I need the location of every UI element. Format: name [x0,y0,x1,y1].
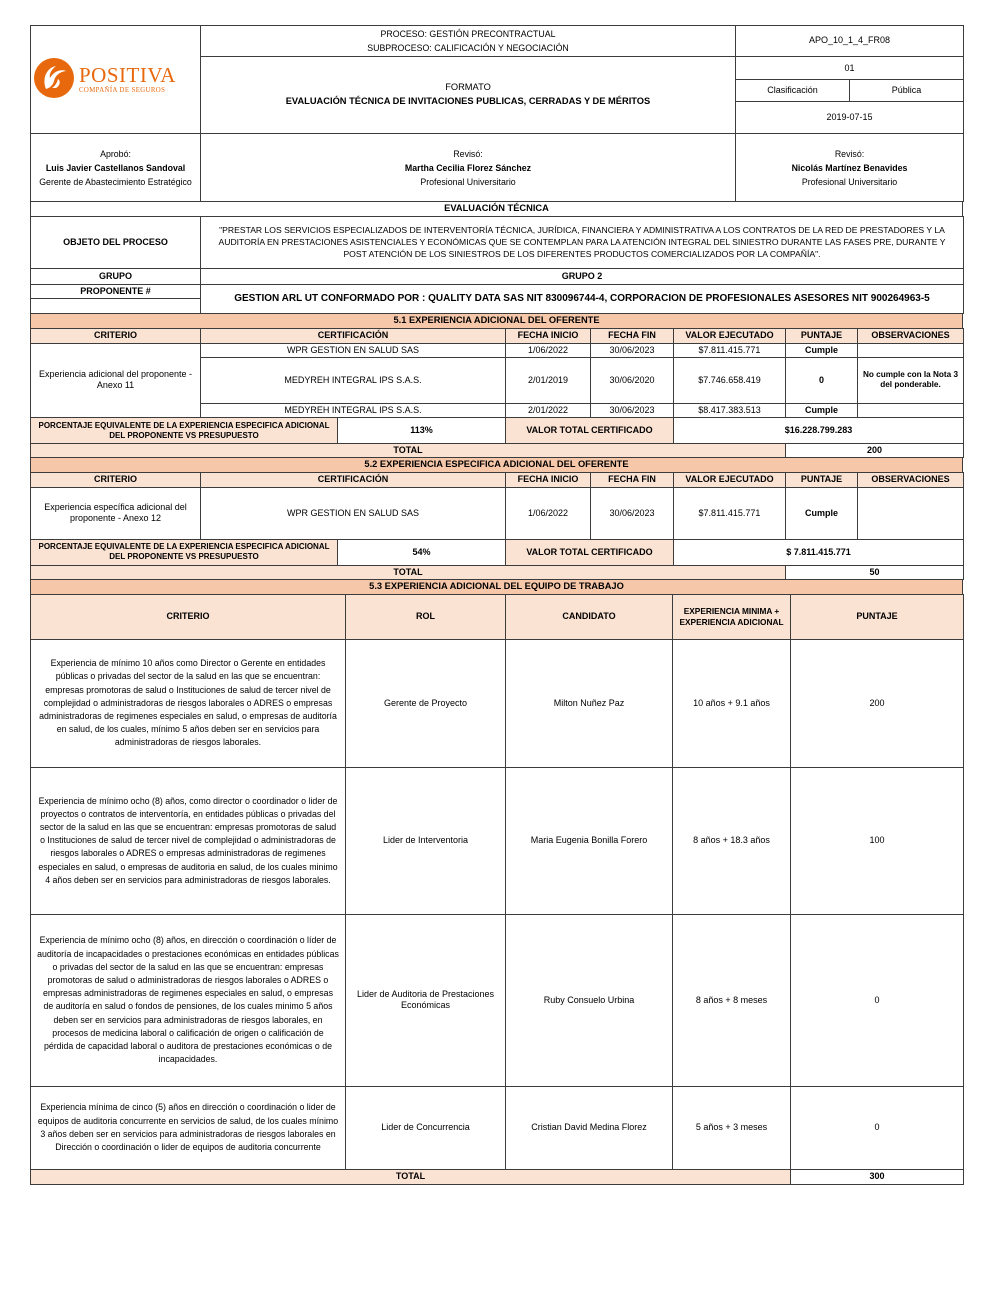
certification-cell: WPR GESTION EN SALUD SAS [201,487,506,539]
col-header-fecha-fin: FECHA FIN [591,472,674,487]
proponente-empty-cell [31,298,201,313]
certified-value-cell: $16.228.799.283 [674,418,964,444]
objeto-label-cell: OBJETO DEL PROCESO [31,216,201,268]
approval-title: Gerente de Abastecimiento Estratégico [39,176,192,187]
version-cell: 01 [736,57,964,80]
approval-block-reviso-2 [736,134,964,202]
approval-role: Aprobó: [100,148,131,159]
logo-tagline-text: COMPAÑÍA DE SEGUROS [79,86,166,94]
approval-role: Revisó: [834,148,865,159]
approval-block-reviso-1 [201,134,736,202]
experience-cell: 8 años + 18.3 años [673,767,791,914]
total-value-cell: 300 [791,1169,964,1184]
section-5-1-percent-row [30,417,964,444]
section-5-3-title: 5.3 EXPERIENCIA ADICIONAL DEL EQUIPO DE TRABAJO [31,580,963,595]
observations-cell [858,343,964,357]
end-date-cell: 30/06/2023 [591,343,674,357]
section-5-3-band [30,579,963,595]
criterion-cell: Experiencia de mínimo ocho (8) años, como director o coordinador o lider de proyectos o contratos de interventoría, en entidades públicas o privadas del sector de la salud en las que se encuentran: empresas promotoras de salud o Instituciones de salud de tercer nivel de complejidad o administradoras de riesgos laborales o ADRES o empresas administradoras de regimenes especiales en salud, o empresas de auditoria en salud, de los cuales minimo 4 años deben ser en servicios para administradoras de riesgos laborales. [31,767,346,914]
role-cell: Lider de Concurrencia [346,1086,506,1169]
criterion-cell: Experiencia específica adicional del proponente - Anexo 12 [31,487,201,539]
certified-value-cell: $ 7.811.415.771 [674,539,964,565]
role-cell: Gerente de Proyecto [346,639,506,767]
approval-role: Revisó: [453,148,483,159]
candidate-cell: Milton Nuñez Paz [506,639,673,767]
table-row [31,343,964,357]
certified-label-cell: VALOR TOTAL CERTIFICADO [506,539,674,565]
approvals-table [30,133,964,202]
evaluation-title: EVALUACIÓN TÉCNICA [31,202,963,217]
format-label: FORMATO [445,82,491,93]
section-5-2-title: 5.2 EXPERIENCIA ESPECIFICA ADICIONAL DEL OFERENTE [31,458,963,473]
table-row [31,914,964,1086]
table-row [31,487,964,539]
total-value-cell: 200 [786,444,964,458]
score-cell: 100 [791,767,964,914]
certified-label-cell: VALOR TOTAL CERTIFICADO [506,418,674,444]
approval-name: Nicolás Martínez Benavides [791,162,908,173]
percent-value-cell: 113% [338,418,506,444]
col-header-rol: ROL [346,594,506,639]
col-header-puntaje: PUNTAJE [791,594,964,639]
positiva-logo-icon [33,57,75,102]
col-header-fecha-inicio: FECHA INICIO [506,472,591,487]
col-header-valor-ejecutado: VALOR EJECUTADO [674,472,786,487]
section-5-1-table [30,328,964,419]
grupo-value-cell: GRUPO 2 [201,268,964,284]
process-cell [201,26,736,57]
document [30,25,963,1185]
experience-cell: 5 años + 3 meses [673,1086,791,1169]
date-cell: 2019-07-15 [736,102,964,134]
col-header-fecha-fin: FECHA FIN [591,328,674,343]
objeto-text-cell: "PRESTAR LOS SERVICIOS ESPECIALIZADOS DE INTERVENTORÍA TÉCNICA, JURÍDICA, FINANCIERA Y ADMINISTRATIVA A LOS CONTRATOS DE LA RED DE PRESTADORES Y LA AUDITORÍA EN PRESTACIONES ASISTENCIALES Y ECONÓMICAS QUE SE CONTEMPLAN PARA LA ATENCIÓN INTEGRAL DEL SINIESTRO DURANTE LAS FASES PRE, DURANTE Y POST ATENCIÓN DE LOS SINIESTROS DE LOS DIFERENTES PRODUCTOS COMERCIALIZADOS POR LA COMPAÑÍA". [201,216,964,268]
col-header-certificacion: CERTIFICACIÓN [201,328,506,343]
section-5-1-title: 5.1 EXPERIENCIA ADICIONAL DEL OFERENTE [31,313,963,328]
evaluation-title-band [30,201,963,217]
total-label-cell: TOTAL [31,565,786,579]
section-5-2-table [30,472,964,540]
end-date-cell: 30/06/2020 [591,357,674,403]
table-row [31,767,964,914]
col-header-observaciones: OBSERVACIONES [858,472,964,487]
process-line: PROCESO: GESTIÓN PRECONTRACTUAL [380,29,556,39]
logo-cell [31,26,201,134]
classification-label-cell: Clasificación [736,80,850,102]
format-title: EVALUACIÓN TÉCNICA DE INVITACIONES PUBLICAS, CERRADAS Y DE MÉRITOS [285,96,651,107]
candidate-cell: Ruby Consuelo Urbina [506,914,673,1086]
score-cell: Cumple [786,487,858,539]
executed-value-cell: $7.746.658.419 [674,357,786,403]
score-cell: 200 [791,639,964,767]
criterion-cell: Experiencia de mínimo ocho (8) años, en dirección o coordinación o líder de auditoría de incapacidades o prestaciones económicas en entidades públicas o privadas del sector de la salud en las que se encuentran: empresas promotoras de salud o administradoras de riesgos laborales o ADRES o empresas administradoras de regimenes especiales en salud, o empresas de auditoría en salud o fondos de pensiones, de los cuales minimo 5 años deben ser en servicios para administradoras de riesgos laborales, en procesos de medicina laboral o calificación de origen o calificación de pérdida de capacidad laboral o auditora de prestaciones económicas o de incapacidades. [31,914,346,1086]
approval-block-aprobo [31,134,201,202]
col-header-criterio: CRITERIO [31,472,201,487]
certification-cell: MEDYREH INTEGRAL IPS S.A.S. [201,357,506,403]
score-cell: 0 [791,1086,964,1169]
col-header-puntaje: PUNTAJE [786,328,858,343]
table-row [31,1086,964,1169]
score-cell: 0 [791,914,964,1086]
col-header-candidato: CANDIDATO [506,594,673,639]
role-cell: Lider de Interventoria [346,767,506,914]
approval-name: Luis Javier Castellanos Sandoval [45,162,186,173]
approval-title: Profesional Universitario [420,176,516,187]
section-5-2-percent-row [30,539,964,566]
executed-value-cell: $7.811.415.771 [674,487,786,539]
classification-value-cell: Pública [850,80,964,102]
start-date-cell: 2/01/2019 [506,357,591,403]
percent-label-cell: PORCENTAJE EQUIVALENTE DE LA EXPERIENCIA ESPECIFICA ADICIONAL DEL PROPONENTE VS PRESUPUESTO [31,418,338,444]
col-header-observaciones: OBSERVACIONES [858,328,964,343]
observations-cell: No cumple con la Nota 3 del ponderable. [858,357,964,403]
logo-brand-text: POSITIVA [79,62,176,87]
grupo-label-cell: GRUPO [31,268,201,284]
format-title-cell [201,57,736,134]
candidate-cell: Maria Eugenia Bonilla Forero [506,767,673,914]
end-date-cell: 30/06/2023 [591,403,674,417]
format-code-cell: APO_10_1_4_FR08 [736,26,964,57]
total-label-cell: TOTAL [31,1169,791,1184]
score-cell: 0 [786,357,858,403]
header-table [30,25,964,134]
executed-value-cell: $8.417.383.513 [674,403,786,417]
total-value-cell: 50 [786,565,964,579]
section-5-2-band [30,457,963,473]
criterion-cell: Experiencia mínima de cinco (5) años en dirección o coordinación o lider de equipos de auditoria concurrente en servicios de salud, de los cuales mínimo 3 años deben ser en servicios para administradoras de riesgos laborales en Dirección o coordinación o lider de equipos de auditoria concurrente [31,1086,346,1169]
section-5-2-total-row [30,565,964,580]
score-cell: Cumple [786,343,858,357]
proponente-label-cell: PROPONENTE # [31,284,201,298]
approval-name: Martha Cecilia Florez Sánchez [404,162,532,173]
observations-cell [858,487,964,539]
positiva-logo [33,57,198,102]
criterion-cell: Experiencia de mínimo 10 años como Director o Gerente en entidades públicas o privadas del sector de la salud en las que se encuentran: empresas promotoras de salud o Instituciones de salud de tercer nivel de complejidad o administradoras de riesgos laborales o ADRES o empresas administradoras de regimenes especiales en salud, o empresas de auditoría en salud, de los cuales, mínimo 5 años deben ser en servicios para administradoras de riesgos laborales. [31,639,346,767]
process-object-table [30,216,964,314]
total-label-cell: TOTAL [31,444,786,458]
score-cell: Cumple [786,403,858,417]
col-header-fecha-inicio: FECHA INICIO [506,328,591,343]
end-date-cell: 30/06/2023 [591,487,674,539]
col-header-puntaje: PUNTAJE [786,472,858,487]
percent-value-cell: 54% [338,539,506,565]
col-header-certificacion: CERTIFICACIÓN [201,472,506,487]
experience-cell: 8 años + 8 meses [673,914,791,1086]
certification-cell: WPR GESTION EN SALUD SAS [201,343,506,357]
executed-value-cell: $7.811.415.771 [674,343,786,357]
section-5-1-total-row [30,443,964,458]
section-5-3-table [30,594,964,1185]
certification-cell: MEDYREH INTEGRAL IPS S.A.S. [201,403,506,417]
col-header-experiencia: EXPERIENCIA MINIMA + EXPERIENCIA ADICIONAL [673,594,791,639]
criterion-cell: Experiencia adicional del proponente - Anexo 11 [31,343,201,418]
observations-cell [858,403,964,417]
proponente-value-cell: GESTION ARL UT CONFORMADO POR : QUALITY DATA SAS NIT 830096744-4, CORPORACION DE PROFESIONALES ASESORES NIT 900264963-5 [201,284,964,313]
col-header-criterio: CRITERIO [31,594,346,639]
approval-title: Profesional Universitario [801,176,898,187]
candidate-cell: Cristian David Medina Florez [506,1086,673,1169]
role-cell: Lider de Auditoria de Prestaciones Económicas [346,914,506,1086]
table-row [31,639,964,767]
percent-label-cell: PORCENTAJE EQUIVALENTE DE LA EXPERIENCIA ESPECIFICA ADICIONAL DEL PROPONENTE VS PRESUPUESTO [31,539,338,565]
start-date-cell: 2/01/2022 [506,403,591,417]
start-date-cell: 1/06/2022 [506,487,591,539]
col-header-criterio: CRITERIO [31,328,201,343]
experience-cell: 10 años + 9.1 años [673,639,791,767]
col-header-valor-ejecutado: VALOR EJECUTADO [674,328,786,343]
subprocess-line: SUBPROCESO: CALIFICACIÓN Y NEGOCIACIÓN [367,43,569,54]
section-5-1-band [30,313,963,329]
start-date-cell: 1/06/2022 [506,343,591,357]
